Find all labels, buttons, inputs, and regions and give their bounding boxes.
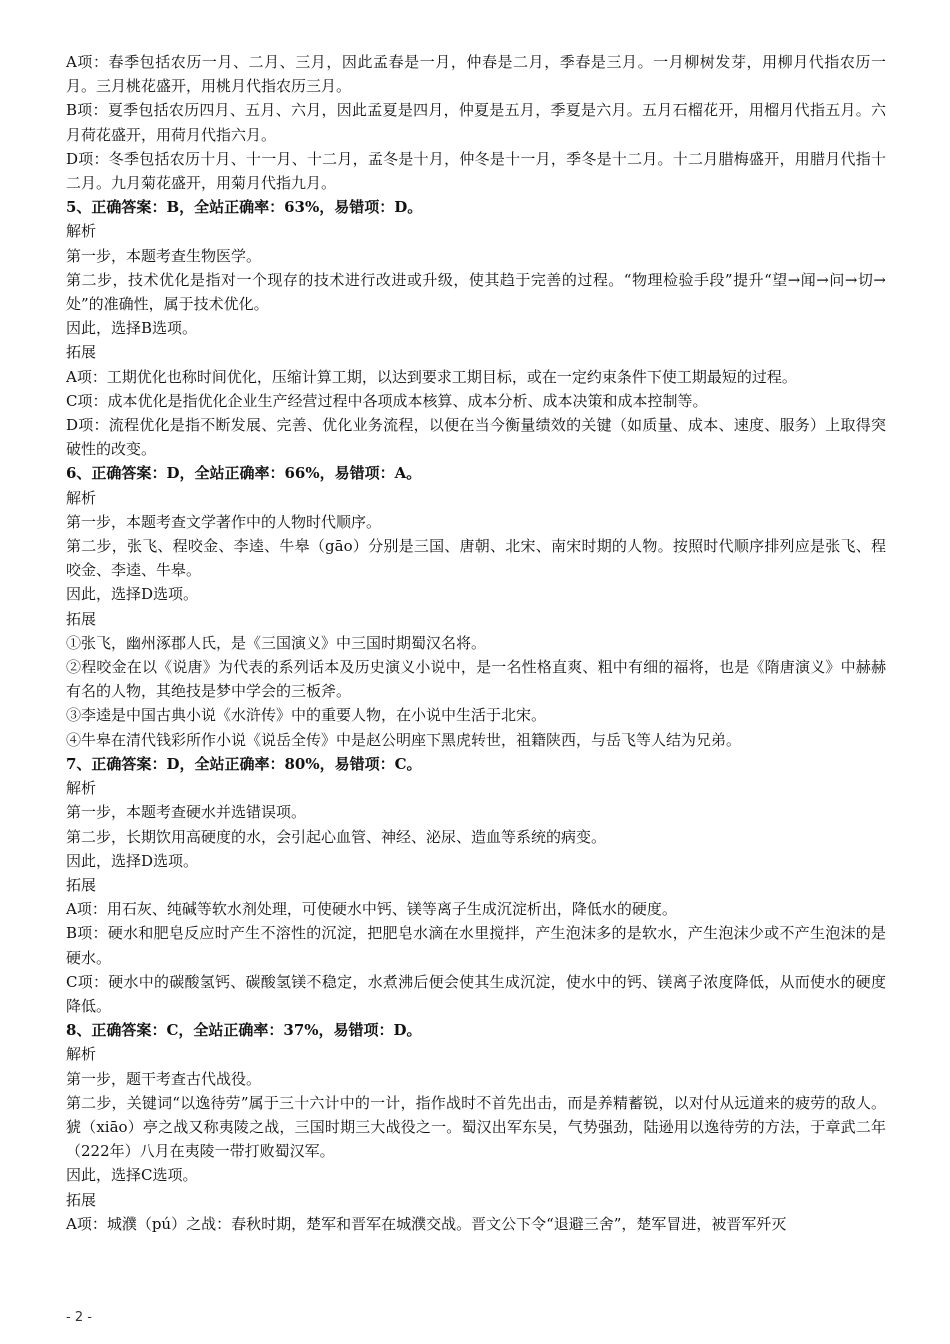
- paragraph: 解析: [66, 1045, 97, 1064]
- paragraph: 第二步，张飞、程咬金、李逵、牛皋（gāo）分别是三国、唐朝、北宋、南宋时期的人物。按照时代顺序排列应是张飞、程咬金、李逵、牛皋。: [66, 537, 886, 580]
- paragraph: 第二步，技术优化是指对一个现存的技术进行改进或升级，使其趋于完善的过程。“物理检验手段”提升“望→闻→问→切→处”的准确性，属于技术优化。: [66, 270, 886, 314]
- paragraph: C项：成本优化是指优化企业生产经营过程中各项成本核算、成本分析、成本决策和成本控制等。: [66, 391, 708, 410]
- paragraph: 解析: [66, 222, 97, 241]
- paragraph: B项：硬水和肥皂反应时产生不溶性的沉淀，把肥皂水滴在水里搅拌，产生泡沫多的是软水，产生泡沫少或不产生泡沫的是硬水。: [66, 924, 886, 967]
- paragraph: 因此，选择B选项。: [66, 319, 198, 338]
- paragraph: ①张飞，幽州涿郡人氏，是《三国演义》中三国时期蜀汉名将。: [66, 633, 487, 652]
- paragraph: A项：城濮（pú）之战：春秋时期，楚军和晋军在城濮交战。晋文公下令“退避三舍”，楚军冒进，被晋军歼灭: [66, 1214, 787, 1233]
- paragraph: ④牛皋在清代钱彩所作小说《说岳全传》中是赵公明座下黑虎转世，祖籍陕西，与岳飞等人结为兄弟。: [66, 730, 742, 749]
- paragraph: D项：流程优化是指不断发展、完善、优化业务流程，以便在当今衡量绩效的关键（如质量、成本、速度、服务）上取得突破性的改变。: [66, 416, 886, 459]
- paragraph: D项：冬季包括农历十月、十一月、十二月，孟冬是十月，仲冬是十一月，季冬是十二月。十二月腊梅盛开，用腊月代指十二月。九月菊花盛开，用菊月代指九月。: [66, 149, 886, 193]
- paragraph: 因此，选择D选项。: [66, 585, 199, 604]
- paragraph: A项：春季包括农历一月、二月、三月，因此孟春是一月，仲春是二月，季春是三月。一月柳树发芽，用柳月代指农历一月。三月桃花盛开，用桃月代指农历三月。: [66, 53, 886, 96]
- paragraph: 第一步，本题考查硬水并选错误项。: [66, 803, 307, 822]
- paragraph: 第一步，题干考查古代战役。: [66, 1069, 262, 1088]
- paragraph: 第一步，本题考查生物医学。: [66, 246, 262, 265]
- paragraph: 解析: [66, 779, 97, 798]
- paragraph: ②程咬金在以《说唐》为代表的系列话本及历史演义小说中，是一名性格直爽、粗中有细的福将，也是《隋唐演义》中赫赫有名的人物，其绝技是梦中学会的三板斧。: [66, 658, 886, 701]
- paragraph: 拓展: [66, 875, 97, 894]
- paragraph: B项：夏季包括农历四月、五月、六月，因此孟夏是四月，仲夏是五月，季夏是六月。五月石榴花开，用榴月代指五月。六月荷花盛开，用荷月代指六月。: [66, 101, 886, 144]
- paragraph: A项：用石灰、纯碱等软水剂处理，可使硬水中钙、镁等离子生成沉淀析出，降低水的硬度。: [66, 900, 677, 919]
- paragraph: 因此，选择D选项。: [66, 851, 199, 870]
- paragraph: C项：硬水中的碳酸氢钙、碳酸氢镁不稳定，水煮沸后便会使其生成沉淀，使水中的钙、镁离子浓度降低，从而使水的硬度降低。: [66, 972, 886, 1015]
- page-number: - 2 -: [66, 1310, 92, 1325]
- answer-heading: 6、正确答案：D，全站正确率：66%，易错项：A。: [66, 464, 422, 483]
- answer-heading: 8、正确答案：C，全站正确率：37%，易错项：D。: [66, 1021, 422, 1040]
- paragraph: 第一步，本题考查文学著作中的人物时代顺序。: [66, 512, 382, 531]
- paragraph: 拓展: [66, 1190, 97, 1209]
- paragraph: 解析: [66, 488, 97, 507]
- document-body: [66, 50, 886, 1236]
- paragraph: ③李逵是中国古典小说《水浒传》中的重要人物，在小说中生活于北宋。: [66, 706, 547, 725]
- answer-heading: 7、正确答案：D，全站正确率：80%，易错项：C。: [66, 754, 422, 773]
- paragraph: 第二步，长期饮用高硬度的水，会引起心血管、神经、泌尿、造血等系统的病变。: [66, 827, 607, 846]
- paragraph: A项：工期优化也称时间优化，压缩计算工期，以达到要求工期目标，或在一定约束条件下使工期最短的过程。: [66, 367, 797, 386]
- paragraph: 拓展: [66, 609, 97, 628]
- answer-heading: 5、正确答案：B，全站正确率：63%，易错项：D。: [66, 198, 423, 217]
- paragraph: 因此，选择C选项。: [66, 1166, 198, 1185]
- paragraph: 拓展: [66, 343, 97, 362]
- paragraph: 第二步，关键词“以逸待劳”属于三十六计中的一计，指作战时不首先出击，而是养精蓄锐，以对付从远道来的疲劳的敌人。猇（xiāo）亭之战又称夷陵之战，三国时期三大战役之一。蜀汉出军东吴，气势强劲，陆逊用以逸待劳的方法，于章武二年（222年）八月在夷陵一带打败蜀汉军。: [66, 1093, 886, 1161]
